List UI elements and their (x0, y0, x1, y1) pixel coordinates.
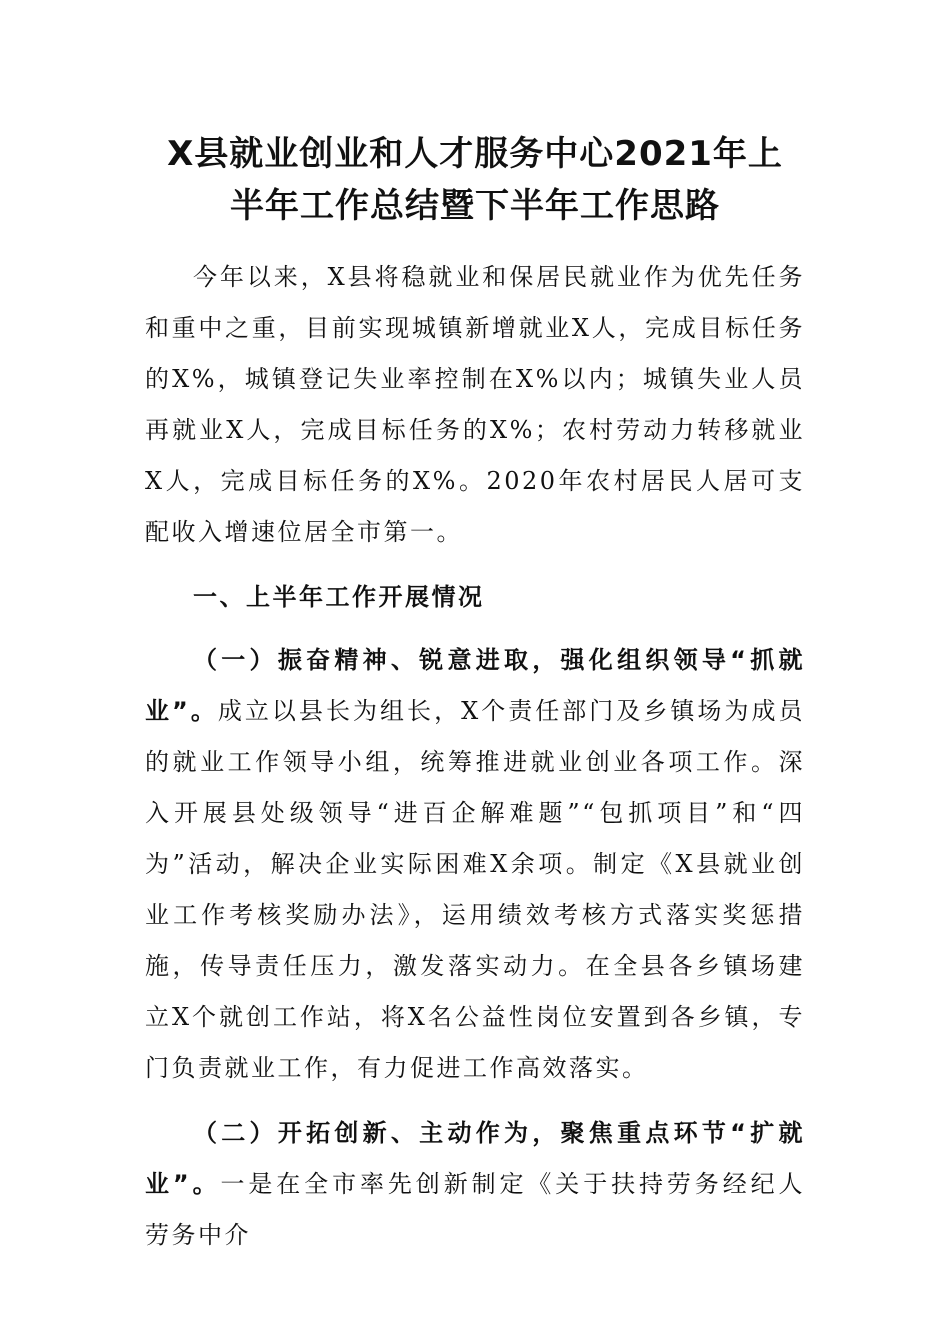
item-1-paragraph (145, 635, 805, 1094)
item-2-paragraph (145, 1108, 805, 1261)
title-line-1: X县就业创业和人才服务中心2021年上 (167, 134, 783, 174)
item-1-body: 成立以县长为组长，X个责任部门及乡镇场为成员的就业工作领导小组，统筹推进就业创业各项工作。深入开展县处级领导“进百企解难题”“包抓项目”和“四为”活动，解决企业实际困难X余项。制定《X县就业创业工作考核奖励办法》，运用绩效考核方式落实奖惩措施，传导责任压力，激发落实动力。在全县各乡镇场建立X个就创工作站，将X名公益性岗位安置到各乡镇，专门负责就业工作，有力促进工作高效落实。 (145, 697, 805, 1082)
title-line-2: 半年工作总结暨下半年工作思路 (230, 186, 720, 226)
item-2-body: 一是在全市率先创新制定《关于扶持劳务经纪人 劳务中介 (145, 1170, 805, 1249)
item-2-title: （二）开拓创新、主动作为，聚焦重点环节“扩就业”。 (145, 1119, 805, 1198)
document-title (145, 128, 805, 232)
section-heading-1: 一、上半年工作开展情况 (193, 583, 485, 611)
intro-paragraph: 今年以来，X县将稳就业和保居民就业作为优先任务和重中之重，目前实现城镇新增就业X人，完成目标任务的X%，城镇登记失业率控制在X%以内；城镇失业人员再就业X人，完成目标任务的X%；农村劳动力转移就业X人，完成目标任务的X%。2020年农村居民人居可支配收入增速位居全市第一。 (145, 263, 805, 546)
document-body (145, 252, 805, 1261)
item-1-title: （一）振奋精神、锐意进取，强化组织领导“抓就业”。 (145, 646, 805, 725)
